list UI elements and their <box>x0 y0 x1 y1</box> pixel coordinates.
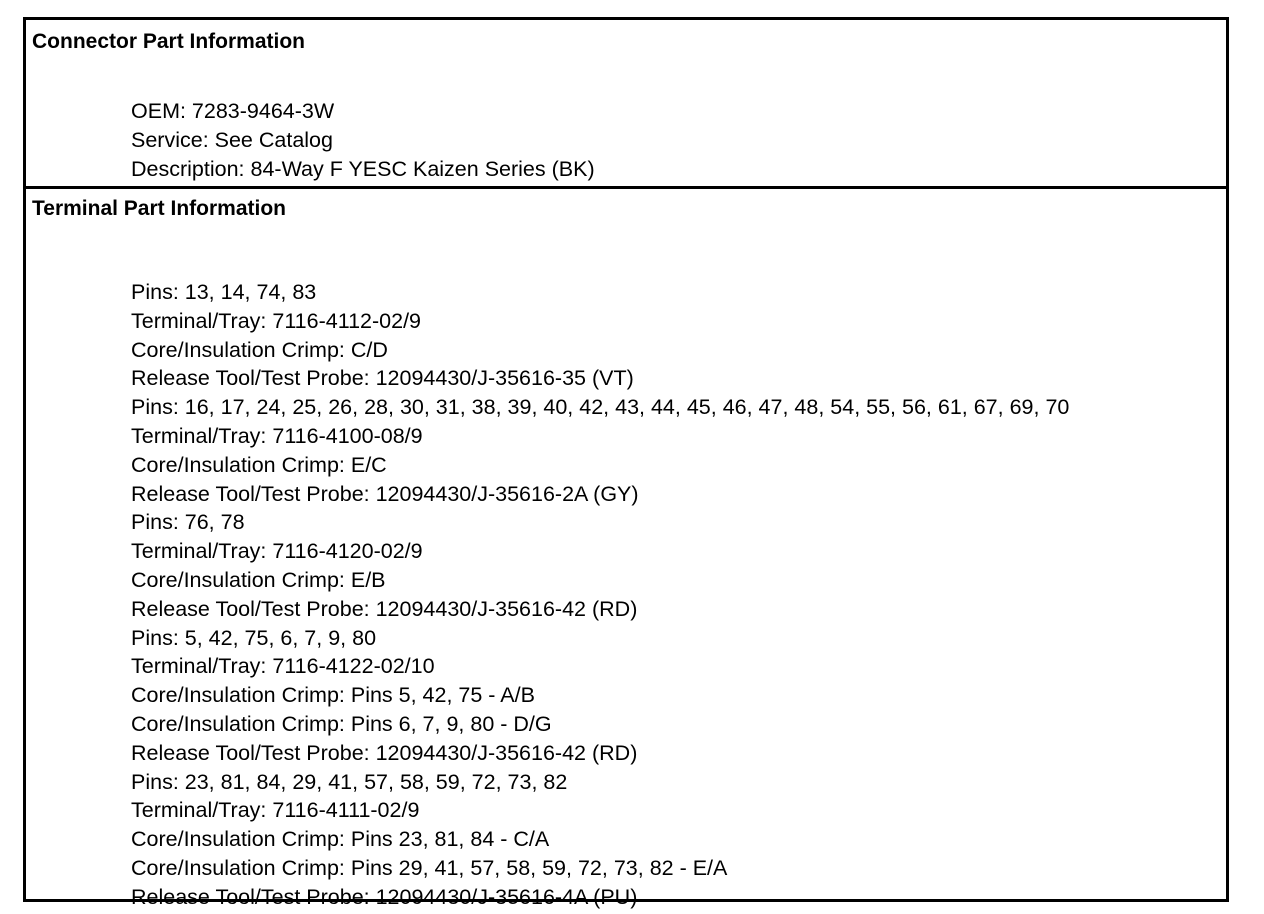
terminal-line: Core/Insulation Crimp: Pins 6, 7, 9, 80 - D/G <box>131 711 552 736</box>
terminal-line: Release Tool/Test Probe: 12094430/J-35616-2A (GY) <box>131 481 639 506</box>
terminal-line: Release Tool/Test Probe: 12094430/J-35616-35 (VT) <box>131 366 634 391</box>
connector-oem-line: OEM: 7283-9464-3W <box>131 99 335 123</box>
terminal-line: Pins: 16, 17, 24, 25, 26, 28, 30, 31, 38, 39, 40, 42, 43, 44, 45, 46, 47, 48, 54, 55, 56, 61, 67, 69, 70 <box>131 395 1070 420</box>
terminal-line: Terminal/Tray: 7116-4120-02/9 <box>131 539 423 564</box>
connector-section-title: Connector Part Information <box>32 30 306 53</box>
terminal-line: Release Tool/Test Probe: 12094430/J-35616-42 (RD) <box>131 740 638 765</box>
terminal-part-section <box>26 191 1226 909</box>
connector-info-table <box>23 17 1229 909</box>
terminal-line: Core/Insulation Crimp: Pins 23, 81, 84 - C/A <box>131 827 550 852</box>
terminal-section-title: Terminal Part Information <box>32 197 286 220</box>
terminal-line: Terminal/Tray: 7116-4122-02/10 <box>131 654 435 679</box>
terminal-line: Core/Insulation Crimp: C/D <box>131 337 388 362</box>
section-divider <box>26 186 1226 189</box>
terminal-line: Core/Insulation Crimp: Pins 29, 41, 57, 58, 59, 72, 73, 82 - E/A <box>131 855 728 880</box>
terminal-line: Release Tool/Test Probe: 12094430/J-35616-4A (PU) <box>131 884 638 909</box>
terminal-line: Core/Insulation Crimp: Pins 5, 42, 75 - A/B <box>131 683 535 708</box>
terminal-line: Core/Insulation Crimp: E/C <box>131 452 387 477</box>
terminal-line: Core/Insulation Crimp: E/B <box>131 567 386 592</box>
terminal-line: Terminal/Tray: 7116-4111-02/9 <box>131 798 420 823</box>
connector-description-line: Description: 84-Way F YESC Kaizen Series (BK) <box>131 156 595 181</box>
connector-lines <box>131 97 595 183</box>
terminal-line: Pins: 76, 78 <box>131 510 245 535</box>
connector-part-section <box>26 20 1226 188</box>
terminal-lines <box>131 278 1069 912</box>
terminal-line: Release Tool/Test Probe: 12094430/J-35616-42 (RD) <box>131 596 638 621</box>
connector-service-line: Service: See Catalog <box>131 127 333 152</box>
terminal-line: Pins: 13, 14, 74, 83 <box>131 280 317 304</box>
terminal-line: Pins: 23, 81, 84, 29, 41, 57, 58, 59, 72, 73, 82 <box>131 769 568 794</box>
terminal-line: Pins: 5, 42, 75, 6, 7, 9, 80 <box>131 625 377 650</box>
terminal-line: Terminal/Tray: 7116-4112-02/9 <box>131 308 421 333</box>
terminal-line: Terminal/Tray: 7116-4100-08/9 <box>131 423 423 448</box>
